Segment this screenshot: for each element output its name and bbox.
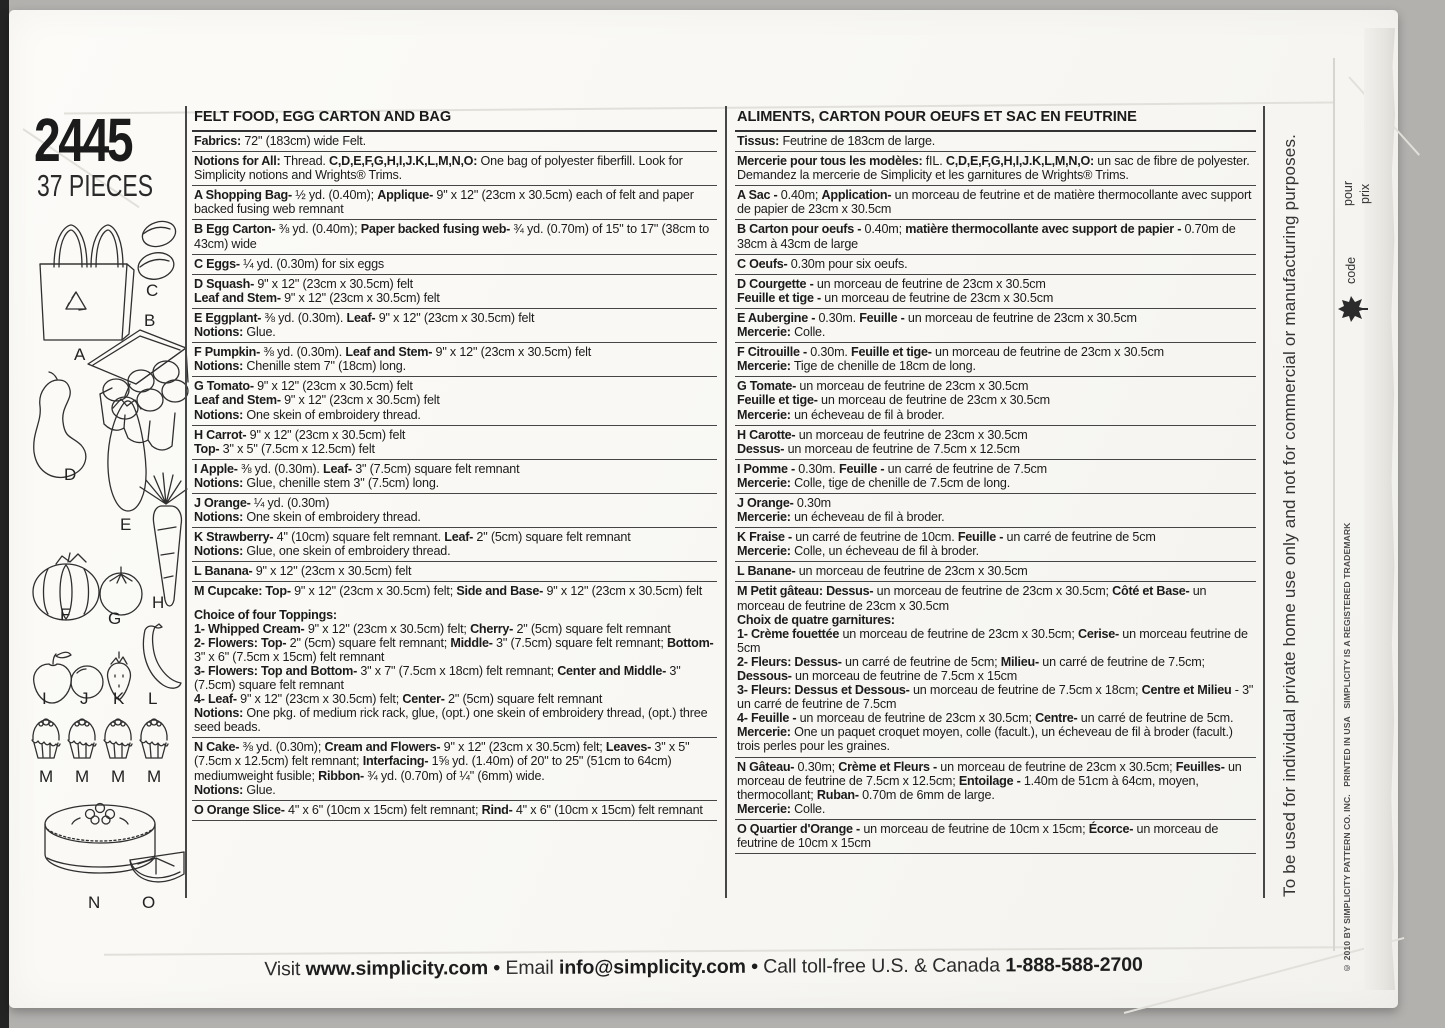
spec-line: I Apple- ⅜ yd. (0.30m). Leaf- 3" (7.5cm) square felt remnant [194,461,520,476]
spec-line: Mercerie: Colle. [737,801,826,816]
spec-line: Mercerie: Colle, tige de chenille de 7.5cm de long. [737,475,1011,490]
right-flap-fold-line [1333,58,1335,951]
spec-line: M Cupcake: Top- 9" x 12" (23cm x 30.5cm) felt; Side and Base- 9" x 12" (23cm x 30.5cm) felt [194,584,703,599]
spec-line: B Egg Carton- ⅜ yd. (0.40m); Paper backed fusing web- ¾ yd. (0.70m) of 15" to 17" (38cm to 43cm) wide [194,222,710,251]
spec-row [192,377,717,425]
spec-row [192,152,717,186]
spec-line: Notions for All: Thread. C,D,E,F,G,H,I,J.K,L,M,N,O: One bag of polyester fiberfill. Look for Simplicity notions and Wrights® Trims. [194,154,683,183]
spec-line: 3- Flowers: Top and Bottom- 3" x 7" (7.5cm x 18cm) felt remnant; Center and Middle- 3" (7.5cm) square felt remnant [194,663,681,692]
spec-row [735,152,1256,186]
spec-line: Tissus: Feutrine de 183cm de large. [737,134,936,148]
spec-row [735,460,1256,494]
spec-line: Notions: One pkg. of medium rick rack, glue, (opt.) one skein of embroidery thread, (opt.) three seed beads. [194,706,708,735]
spec-line: Mercerie: Colle. [737,325,826,340]
spec-line: C Eggs- ¼ yd. (0.30m) for six eggs [194,256,385,271]
spec-line: Mercerie: Tige de chenille de 18cm de long. [737,359,976,374]
spec-line: 1- Whipped Cream- 9" x 12" (23cm x 30.5cm) felt; Cherry- 2" (5cm) square felt remnant [194,621,671,636]
illustration-label: F [60,605,71,624]
tomato-drawing [100,567,142,615]
spec-row [192,582,717,738]
orange-slice-drawing [130,852,184,882]
prix-label: prix [1358,183,1372,204]
squash-drawing [34,372,86,477]
spec-line: A Sac - 0.40m; Application- un morceau de feutrine et de matière thermocollante avec support de papier de 23cm x 30.5cm [737,188,1252,217]
spec-line: E Aubergine - 0.30m. Feuille - un morceau de feutrine de 23cm x 30.5cm [737,310,1137,325]
illustration-label: G [108,609,122,628]
spec-line: F Citrouille - 0.30m. Feuille et tige- un morceau de feutrine de 23cm x 30.5cm [737,345,1164,360]
line-art [28,212,196,924]
shopping-bag-drawing [40,225,134,340]
spec-line: A Shopping Bag- ½ yd. (0.40m); Applique- 9" x 12" (23cm x 30.5cm) each of felt and paper backed fusing web remnant [194,188,694,217]
spec-row [735,820,1256,854]
spec-row [192,528,717,562]
spec-row [735,255,1256,275]
spec-line: 2- Flowers: Top- 2" (5cm) square felt remnant; Middle- 3" (7.5cm) square felt remnant; Bottom- 3" x 6" (7.5cm x 15cm) felt remnant [194,635,714,664]
spec-line: Leaf and Stem- 9" x 12" (23cm x 30.5cm) felt [194,290,440,305]
spec-line: Dessus- un morceau de feutrine de 7.5cm x 12.5cm [737,441,1020,456]
spec-line: Choix de quatre garnitures: [737,612,895,627]
spec-row [735,220,1256,254]
spec-line: Fabrics: 72" (183cm) wide Felt. [194,134,366,148]
spec-line: 4- Feuille - un morceau de feutrine de 23cm x 30.5cm; Centre- un carré de feutrine de 5cm. [737,711,1234,726]
spec-line: M Petit gâteau: Dessus- un morceau de feutrine de 23cm x 30.5cm; Côté et Base- un morceau de feutrine de 23cm x 30.5cm [737,584,1207,613]
spec-line: Feuille et tige- un morceau de feutrine de 23cm x 30.5cm [737,393,1050,408]
spacer [194,599,715,608]
spec-row [735,494,1256,528]
pattern-number: 2445 [34,105,132,175]
illustration-label: O [142,893,156,912]
spec-row [192,186,717,220]
column-title-french: ALIMENTS, CARTON POUR OEUFS ET SAC EN FEUTRINE [735,106,1256,132]
spec-line: J Orange- 0.30m [737,495,831,510]
illustration-label: B [144,311,156,330]
maple-leaf-icon [1338,292,1368,332]
spec-line: Feuille et tige - un morceau de feutrine de 23cm x 30.5cm [737,290,1054,305]
spec-line: Top- 3" x 5" (7.5cm x 12.5cm) felt [194,441,375,456]
spec-line: Notions: Chenille stem 7" (18cm) long. [194,359,406,374]
illustration-label: M [75,767,90,786]
spec-line: Notions: Glue. [194,782,276,797]
illustration-label: J [80,689,89,708]
spec-row [192,343,717,377]
home-use-disclaimer: To be used for individual private home use only and not for commercial or manufacturing purposes. [1280,133,1299,897]
spec-line: K Fraise - un carré de feutrine de 10cm. Feuille - un carré de feutrine de 5cm [737,530,1156,545]
egg-carton-drawing [88,330,188,450]
eggs-drawing [136,217,179,282]
spec-line: Notions: One skein of embroidery thread. [194,510,421,525]
spec-row [192,562,717,582]
spec-line: H Carrot- 9" x 12" (23cm x 30.5cm) felt [194,427,406,442]
spec-line: Mercerie: un écheveau de fil à broder. [737,510,945,525]
spec-row [192,309,717,343]
spec-row [735,275,1256,309]
spec-line: Notions: Glue, one skein of embroidery thread. [194,544,451,559]
illustration-label: M [111,767,126,786]
yardage-column-english [192,106,717,821]
spec-row [735,582,1256,757]
carrot-drawing [140,473,187,606]
spec-line: Notions: Glue. [194,325,276,340]
spec-line: C Oeufs- 0.30m pour six oeufs. [737,256,908,271]
spec-row [192,738,717,800]
illustration-label: D [64,465,77,484]
spec-line: D Courgette - un morceau de feutrine de 23cm x 30.5cm [737,276,1046,291]
spec-line: N Cake- ⅜ yd. (0.30m); Cream and Flowers- 9" x 12" (23cm x 30.5cm) felt; Leaves- 3" x 5" (7.5cm x 12.5cm) felt remnant; Interfacing- 1⅝ yd. (1.40m) of 20" to 25" (51cm to 64cm) mediumweight fusible; Ribbon- ¾ yd. (0.70m) of ¼" (6mm) wide. [194,740,690,783]
copyright-notice: © 2010 BY SIMPLICITY PATTERN CO. INC. PRINTED IN USA SIMPLICITY IS A REGISTERED TRADEMARK [1342,522,1352,973]
spec-line: L Banane- un morceau de feutrine de 23cm x 30.5cm [737,564,1028,579]
spec-line: E Eggplant- ⅜ yd. (0.30m). Leaf- 9" x 12" (23cm x 30.5cm) felt [194,310,535,325]
spec-line: F Pumpkin- ⅜ yd. (0.30m). Leaf and Stem- 9" x 12" (23cm x 30.5cm) felt [194,345,592,360]
banana-drawing [143,624,181,688]
illustration-label: K [113,689,125,708]
pieces-count: 37 PIECES [37,168,154,203]
column-rule-middle [725,106,727,898]
column-rule-left [185,106,187,898]
column-rule-right [1263,106,1265,898]
spec-line: 2- Fleurs: Dessus- un carré de feutrine de 5cm; Milieu- un carré de feutrine de 7.5cm; Dessous- un morceau de feutrine de 7.5cm x 15cm [737,654,1205,683]
illustration-label: L [148,689,158,708]
spec-line: Mercerie: One un paquet croquet moyen, colle (facult.), un écheveau de fil à broder (facult.) trois perles pour les graines. [737,725,1233,754]
illustration-label: H [152,593,165,612]
spec-row [192,220,717,254]
spec-line: O Orange Slice- 4" x 6" (10cm x 15cm) felt remnant; Rind- 4" x 6" (10cm x 15cm) felt remnant [194,802,703,817]
spec-line: N Gâteau- 0.30m; Crème et Fleurs - un morceau de feutrine de 23cm x 30.5cm; Feuilles- un morceau de feutrine de 7.5cm x 12.5cm; Entoilage - 1.40m de 51cm à 64cm, moyen, thermocollant; Ruban- 0.70m de 6mm de large. [737,759,1242,802]
spec-row [192,132,717,152]
spec-line: G Tomato- 9" x 12" (23cm x 30.5cm) felt [194,379,413,394]
spec-line: D Squash- 9" x 12" (23cm x 30.5cm) felt [194,276,413,291]
spec-row [735,426,1256,460]
contact-line: Visit www.simplicity.com • Email info@simplicity.com • Call toll-free U.S. & Canada 1-888-588-2700 [264,953,1143,981]
spec-row [192,426,717,460]
spec-row [735,758,1256,820]
spec-row [192,275,717,309]
spec-row [192,494,717,528]
pour-label: pour [1341,180,1355,206]
spec-line: B Carton pour oeufs - 0.40m; matière thermocollante avec support de papier - 0.70m de 38cm à 43cm de large [737,222,1236,251]
spec-row [735,186,1256,220]
illustration-label: A [74,345,86,364]
spec-line: J Orange- ¼ yd. (0.30m) [194,495,330,510]
spec-row [192,460,717,494]
spec-line: Mercerie: un écheveau de fil à broder. [737,407,945,422]
spec-line: 4- Leaf- 9" x 12" (23cm x 30.5cm) felt; Center- 2" (5cm) square felt remnant [194,692,603,707]
spec-line: H Carotte- un morceau de feutrine de 23cm x 30.5cm [737,427,1028,442]
spec-line: L Banana- 9" x 12" (23cm x 30.5cm) felt [194,564,412,579]
illustration-label: M [147,767,162,786]
spec-line: Mercerie pour tous les modèles: fIL. C,D,E,F,G,H,I,J.K,L,M,N,O: un sac de fibre de polyester. Demandez la mercerie de Simplicity et les garnitures de Wrights® Trims. [737,154,1250,183]
spec-line: Choice of four Toppings: [194,607,337,622]
spec-line: G Tomate- un morceau de feutrine de 23cm x 30.5cm [737,379,1029,394]
scan-edge-strip [0,0,9,1028]
spec-row [735,343,1256,377]
spec-row [735,377,1256,425]
spec-line: Leaf and Stem- 9" x 12" (23cm x 30.5cm) felt [194,393,440,408]
illustration-label: C [146,281,159,300]
spec-row [735,528,1256,562]
spec-row [192,255,717,275]
spec-line: O Quartier d'Orange - un morceau de feutrine de 10cm x 15cm; Écorce- un morceau de feutrine de 10cm x 15cm [737,821,1219,851]
illustration-label: I [42,689,47,708]
spec-line: Notions: Glue, chenille stem 3" (7.5cm) long. [194,475,439,490]
spec-row [735,309,1256,343]
column-title-english: FELT FOOD, EGG CARTON AND BAG [192,106,717,132]
spec-line: I Pomme - 0.30m. Feuille - un carré de feutrine de 7.5cm [737,461,1047,476]
illustration-label: E [120,515,132,534]
pattern-piece-illustrations [28,212,196,924]
spec-row [735,132,1256,152]
apple-drawing [34,652,72,703]
spec-row [735,562,1256,582]
illustration-label: M [39,767,54,786]
cake-drawing [45,804,155,874]
cupcakes-drawing [32,719,168,758]
spec-line: Mercerie: Colle, un écheveau de fil à broder. [737,544,979,559]
illustration-label: N [88,893,101,912]
code-label: code [1344,256,1358,284]
yardage-column-french [735,106,1256,854]
spec-line: 3- Fleurs: Dessus et Dessous- un morceau de feutrine de 7.5cm x 18cm; Centre et Milieu - 3" un carré de feutrine de 7.5cm [737,683,1254,712]
spec-line: Notions: One skein of embroidery thread. [194,407,421,422]
spec-line: K Strawberry- 4" (10cm) square felt remnant. Leaf- 2" (5cm) square felt remnant [194,530,631,545]
spec-line: 1- Crème fouettée un morceau de feutrine de 23cm x 30.5cm; Cerise- un morceau feutrine de 5cm [737,626,1248,655]
spec-row [192,801,717,821]
